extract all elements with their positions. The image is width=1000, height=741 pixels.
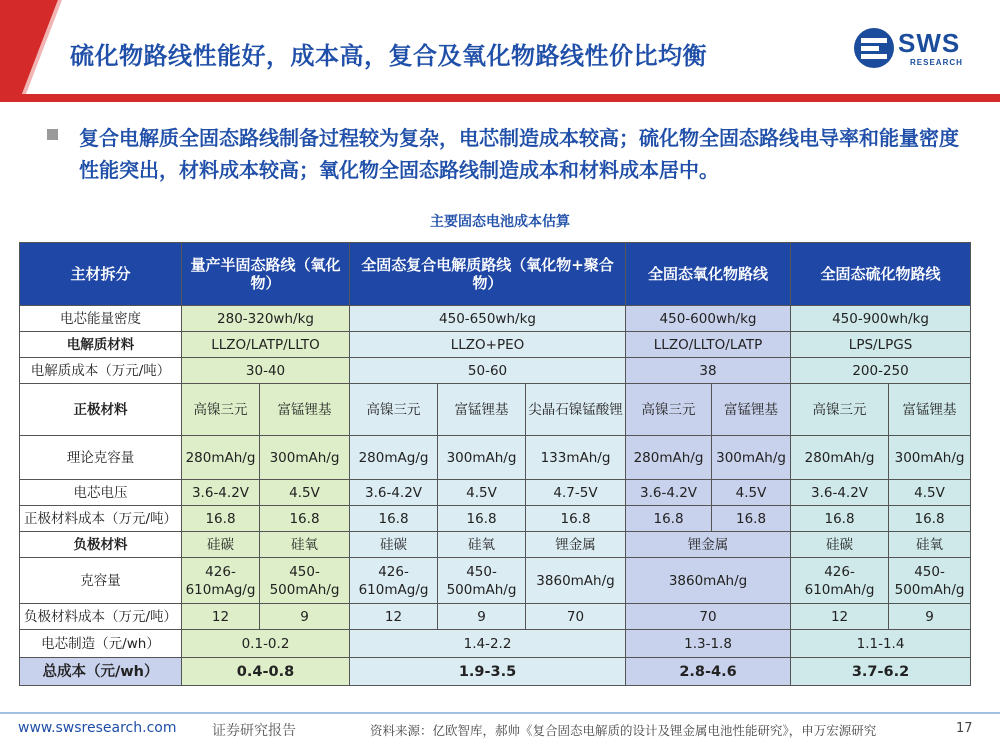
table-cell: 9 xyxy=(438,604,526,630)
table-cell: 3.6-4.2V xyxy=(350,480,438,506)
table-cell: 高镍三元 xyxy=(626,384,712,436)
table-cell: 30-40 xyxy=(182,358,350,384)
table-row xyxy=(20,436,971,480)
header-corner: 主材拆分 xyxy=(20,243,182,306)
logo-icon xyxy=(852,26,896,70)
table-cell: 硅氧 xyxy=(889,532,971,558)
table-cell: 16.8 xyxy=(438,506,526,532)
table-cell: 50-60 xyxy=(350,358,626,384)
row-label: 电芯能量密度 xyxy=(20,306,182,332)
table-cell: 3860mAh/g xyxy=(626,558,791,604)
table-cell: 16.8 xyxy=(182,506,260,532)
table-cell: 锂金属 xyxy=(626,532,791,558)
table-cell: 450-500mAh/g xyxy=(260,558,350,604)
row-label: 理论克容量 xyxy=(20,436,182,480)
table-cell: 0.1-0.2 xyxy=(182,630,350,658)
table-cell: LPS/LPGS xyxy=(791,332,971,358)
table-cell: 3.6-4.2V xyxy=(791,480,889,506)
table-cell: 300mAh/g xyxy=(889,436,971,480)
table-cell: 9 xyxy=(260,604,350,630)
row-label: 总成本（元/wh） xyxy=(20,658,182,686)
cost-table xyxy=(19,242,971,686)
header-semi-solid: 量产半固态路线（氧化物） xyxy=(182,243,350,306)
row-label: 克容量 xyxy=(20,558,182,604)
header-sulfide: 全固态硫化物路线 xyxy=(791,243,971,306)
table-row xyxy=(20,532,971,558)
table-cell: 12 xyxy=(182,604,260,630)
table-cell: 200-250 xyxy=(791,358,971,384)
table-cell: 硅碳 xyxy=(350,532,438,558)
table-cell: 3.6-4.2V xyxy=(626,480,712,506)
table-cell: LLZO/LLTO/LATP xyxy=(626,332,791,358)
table-cell: LLZO+PEO xyxy=(350,332,626,358)
row-label: 电芯电压 xyxy=(20,480,182,506)
page-number: 17 xyxy=(956,721,973,736)
table-cell: 450-500mAh/g xyxy=(889,558,971,604)
table-cell: 38 xyxy=(626,358,791,384)
table-row xyxy=(20,332,971,358)
table-cell: 富锰锂基 xyxy=(712,384,791,436)
table-cell: 硅碳 xyxy=(182,532,260,558)
table-cell: 16.8 xyxy=(889,506,971,532)
table-cell: 280mAh/g xyxy=(791,436,889,480)
table-cell: 富锰锂基 xyxy=(438,384,526,436)
table-cell: 300mAh/g xyxy=(712,436,791,480)
table-cell: 富锰锂基 xyxy=(260,384,350,436)
table-cell: 450-500mAh/g xyxy=(438,558,526,604)
table-cell: 3860mAh/g xyxy=(526,558,626,604)
table-cell: 硅氧 xyxy=(260,532,350,558)
table-cell: 硅碳 xyxy=(791,532,889,558)
page-title: 硫化物路线性能好，成本高，复合及氧化物路线性价比均衡 xyxy=(70,42,707,70)
table-cell: 280mAg/g xyxy=(350,436,438,480)
table-cell: 16.8 xyxy=(712,506,791,532)
table-cell: 硅氧 xyxy=(438,532,526,558)
logo-subtext: RESEARCH xyxy=(910,58,963,67)
row-label: 电芯制造（元/wh） xyxy=(20,630,182,658)
footer-source: 资料来源：亿欧智库，郝帅《复合固态电解质的设计及锂金属电池性能研究》，申万宏源研究 xyxy=(370,723,877,738)
table-cell: 0.4-0.8 xyxy=(182,658,350,686)
logo-text: SWS xyxy=(898,28,961,58)
table-row xyxy=(20,384,971,436)
table-cell: 尖晶石镍锰酸锂 xyxy=(526,384,626,436)
table-row xyxy=(20,480,971,506)
table-cell: 70 xyxy=(526,604,626,630)
table-cell: 16.8 xyxy=(260,506,350,532)
table-cell: 高镍三元 xyxy=(182,384,260,436)
table-row xyxy=(20,630,971,658)
row-label: 负极材料 xyxy=(20,532,182,558)
table-cell: 426-610mAg/g xyxy=(182,558,260,604)
table-cell: 300mAh/g xyxy=(260,436,350,480)
table-cell: 70 xyxy=(626,604,791,630)
table-cell: 2.8-4.6 xyxy=(626,658,791,686)
table-cell: 1.1-1.4 xyxy=(791,630,971,658)
table-cell: 16.8 xyxy=(526,506,626,532)
table-row xyxy=(20,306,971,332)
table-cell: 4.5V xyxy=(889,480,971,506)
footer-divider xyxy=(0,712,1000,714)
table-cell: 3.7-6.2 xyxy=(791,658,971,686)
table-cell: 280-320wh/kg xyxy=(182,306,350,332)
table-cell: 4.5V xyxy=(260,480,350,506)
table-cell: 富锰锂基 xyxy=(889,384,971,436)
footer-url[interactable]: www.swsresearch.com xyxy=(18,720,177,736)
table-cell: 高镍三元 xyxy=(350,384,438,436)
row-label: 电解质材料 xyxy=(20,332,182,358)
table-title: 主要固态电池成本估算 xyxy=(430,214,570,230)
table-row xyxy=(20,558,971,604)
total-row xyxy=(20,658,971,686)
row-label: 负极材料成本（万元/吨） xyxy=(20,604,182,630)
table-cell: LLZO/LATP/LLTO xyxy=(182,332,350,358)
table-cell: 4.5V xyxy=(438,480,526,506)
row-label: 正极材料 xyxy=(20,384,182,436)
table-header-row xyxy=(20,243,971,306)
sws-logo xyxy=(852,26,972,72)
table-cell: 9 xyxy=(889,604,971,630)
table-cell: 锂金属 xyxy=(526,532,626,558)
table-cell: 1.4-2.2 xyxy=(350,630,626,658)
footer-label: 证券研究报告 xyxy=(212,723,296,739)
header-oxide: 全固态氧化物路线 xyxy=(626,243,791,306)
table-cell: 高镍三元 xyxy=(791,384,889,436)
header-banner xyxy=(0,0,1000,104)
table-cell: 16.8 xyxy=(791,506,889,532)
table-cell: 4.7-5V xyxy=(526,480,626,506)
table-cell: 4.5V xyxy=(712,480,791,506)
table-cell: 450-600wh/kg xyxy=(626,306,791,332)
table-cell: 16.8 xyxy=(626,506,712,532)
table-row xyxy=(20,358,971,384)
table-cell: 426-610mAh/g xyxy=(791,558,889,604)
bullet-square-icon xyxy=(47,129,58,140)
table-row xyxy=(20,506,971,532)
table-cell: 1.9-3.5 xyxy=(350,658,626,686)
table-cell: 16.8 xyxy=(350,506,438,532)
row-label: 电解质成本（万元/吨） xyxy=(20,358,182,384)
table-cell: 1.3-1.8 xyxy=(626,630,791,658)
header-composite: 全固态复合电解质路线（氧化物+聚合物） xyxy=(350,243,626,306)
table-cell: 133mAh/g xyxy=(526,436,626,480)
table-cell: 450-900wh/kg xyxy=(791,306,971,332)
table-cell: 280mAh/g xyxy=(182,436,260,480)
table-cell: 12 xyxy=(350,604,438,630)
table-cell: 450-650wh/kg xyxy=(350,306,626,332)
table-cell: 426-610mAg/g xyxy=(350,558,438,604)
table-cell: 3.6-4.2V xyxy=(182,480,260,506)
summary-text: 复合电解质全固态路线制备过程较为复杂，电芯制造成本较高；硫化物全固态路线电导率和能量密度性能突出，材料成本较高；氧化物全固态路线制造成本和材料成本居中。 xyxy=(79,126,959,182)
table-cell: 280mAh/g xyxy=(626,436,712,480)
table-cell: 12 xyxy=(791,604,889,630)
table-cell: 300mAh/g xyxy=(438,436,526,480)
row-label: 正极材料成本（万元/吨） xyxy=(20,506,182,532)
table-row xyxy=(20,604,971,630)
